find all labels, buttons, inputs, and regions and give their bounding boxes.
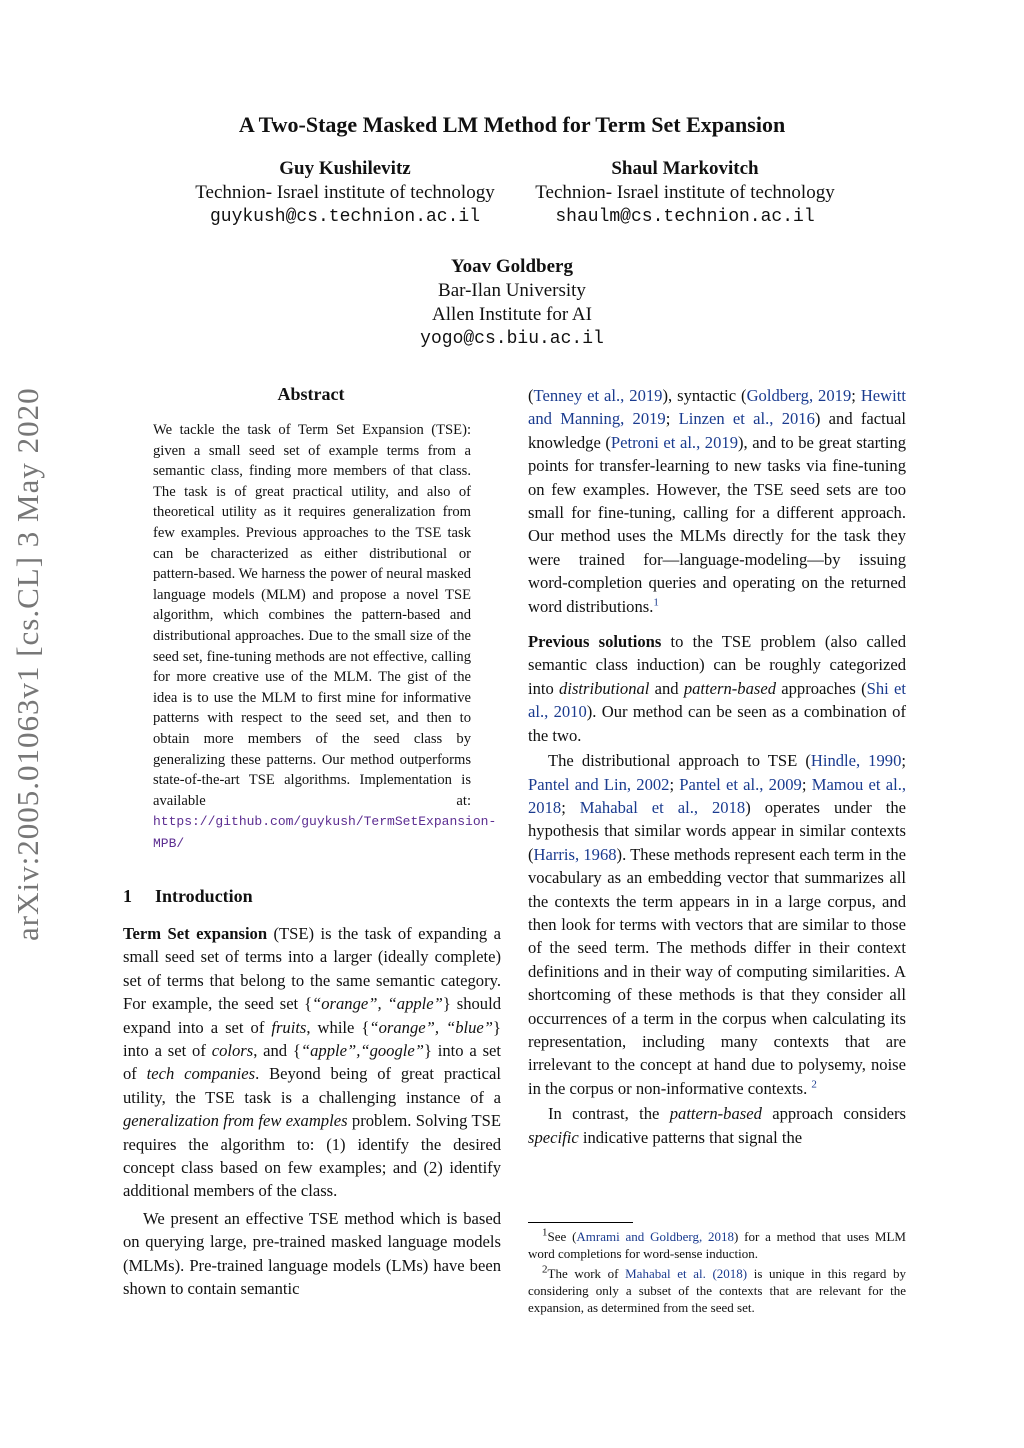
text-run: } into a set of — [123, 1017, 501, 1061]
footnote-mark[interactable]: 1 — [653, 596, 659, 609]
author-block-3 — [312, 255, 712, 351]
section-number: 1 — [123, 886, 132, 906]
footnote-number: 2 — [542, 1263, 548, 1276]
text-run: ). These methods represent each term in the vocabulary as an embedding vector that summarizes all the contexts the term appears in in a large corpus, and then look for terms with vectors that are similar to those of the seed term. The methods differ in their context definitions and in their way of computing similarities. A shortcoming of these methods is that they consider all occurrences of a term in the corpus when calculating its representation, including many contexts that are irrelevant to the concept at hand due to polysemy, noise in the corpus or non-informative contexts. — [528, 844, 906, 1098]
author-block-1 — [170, 157, 520, 229]
citation-link[interactable]: Shi et al., 2010 — [528, 678, 906, 722]
text-run: , and { — [253, 1041, 301, 1061]
author-name: Guy Kushilevitz — [279, 158, 411, 179]
arxiv-stamp: arXiv:2005.01063v1 [cs.CL] 3 May 2020 — [10, 387, 45, 941]
text-run: (TSE) is the task of expanding a small seed set of terms into a larger (ideally complete) set of terms that belong to the same semantic category. For example, the seed set { — [123, 924, 501, 1014]
paragraph-lead: Previous solutions — [528, 632, 662, 652]
citation-link[interactable]: Mahabal et al. (2018) — [625, 1266, 748, 1281]
text-run: The work of — [547, 1266, 626, 1281]
text-run: ) operates under the hypothesis that similar words appear in similar contexts ( — [528, 797, 906, 864]
text-run: is unique in this regard by considering only a subset of the contexts that are relevant for the expansion, as determined from the seed set. — [528, 1266, 906, 1315]
citation-link[interactable]: Harris, 1968 — [533, 844, 617, 864]
author-affiliation: Allen Institute for AI — [432, 304, 592, 325]
emph-text: distributional — [559, 678, 650, 698]
author-name: Shaul Markovitch — [611, 158, 759, 179]
emph-text: pattern-based — [669, 1104, 762, 1124]
text-run: . Beyond being of great practical utility, the TSE task is a challenging instance of a — [123, 1064, 501, 1107]
author-affiliation: Technion- Israel institute of technology — [535, 182, 835, 203]
citation-link[interactable]: Goldberg, 2019 — [746, 386, 852, 405]
text-run: } should expand into a set of — [123, 994, 501, 1037]
emph-text: tech companies — [146, 1064, 256, 1084]
citation-link[interactable]: Pantel et al., 2009 — [679, 774, 802, 794]
citation-link[interactable]: Tenney et al., 2019 — [533, 386, 663, 405]
footnote-number: 1 — [542, 1226, 548, 1239]
example-set: “orange”, “blue” — [369, 1017, 494, 1037]
author-email: shaulm@cs.technion.ac.il — [555, 207, 815, 227]
abstract-body: We tackle the task of Term Set Expansion (TSE): given a small seed set of example terms from a semantic class, finding more members of that class. The task is of great practical utility, and also of theoretical utility as it requires generalization from few examples. Previous approaches to the TSE task can be characterized as either distributional or pattern-based. We harness the power of neural masked language models (MLM) and propose a novel TSE algorithm, which combines the pattern-based and distributional approaches. Due to the small size of the seed set, fine-tuning methods are not effective, calling for more creative use of the MLM. The gist of the idea is to use the MLM to first mine for informative patterns with respect to the seed set, and then to obtain more members of the seed class by generalizing these patterns. Our method outperforms state-of-the-art TSE algorithms. Implementation is available at: — [153, 422, 471, 809]
author-name: Yoav Goldberg — [451, 256, 573, 277]
text-run: ). Our method can be seen as a combination of the two. — [528, 702, 906, 745]
author-affiliation: Technion- Israel institute of technology — [195, 182, 495, 203]
emph-text: colors — [211, 1041, 254, 1061]
section-title: Introduction — [155, 886, 253, 906]
right-paragraph-1: (Tenney et al., 2019), syntactic (Goldberg, 2019; Hewitt and Manning, 2019; Linzen et al., 2016) and factual knowledge (Petroni et al., 2019), and to be great starting points for transfer-learning to new tasks via fine-tuning on few examples. However, the TSE seed sets are too small for fine-tuning, calling for a different approach. Our method uses the MLMs directly for the task they were trained for—language-modeling—by issuing word-completion queries and operating on the returned word distributions.$^1$ — [528, 386, 907, 616]
text-run: } into a set of — [123, 1041, 502, 1084]
author-block-2 — [510, 157, 860, 229]
author-email: yogo@cs.biu.ac.il — [420, 329, 604, 349]
text-run: to the TSE problem (also called semantic class induction) can be roughly categorized into — [528, 632, 906, 698]
text-run: approach considers — [761, 1104, 907, 1124]
text-run: ), syntactic ( — [662, 386, 747, 405]
emph-text: specific — [528, 1127, 579, 1147]
term-lead: Term Set expansion — [123, 924, 268, 943]
text-run: See ( — [547, 1229, 577, 1244]
intro-paragraph-2: We present an effective TSE method which is based on querying large, pre-trained masked language models (MLMs). Pre-trained language models (LMs) have been shown to contain semantic — [123, 1208, 501, 1299]
citation-link[interactable]: Petroni et al., 2019 — [610, 432, 738, 452]
example-set: “apple”,“google” — [300, 1041, 424, 1061]
code-link[interactable]: https://github.com/guykush/TermSetExpansion-MPB/ — [153, 814, 497, 851]
contrast-paragraph — [528, 1102, 906, 1149]
emph-text: pattern-based — [683, 678, 777, 698]
author-email: guykush@cs.technion.ac.il — [209, 207, 481, 227]
footnote-mark[interactable]: 2 — [811, 1078, 817, 1091]
example-set: “orange”, “apple” — [312, 994, 443, 1014]
text-run: , while { — [306, 1017, 370, 1037]
text-run: The distributional approach to TSE ( — [548, 751, 811, 771]
footnote-1 — [528, 1228, 906, 1262]
text-run: ) for a method that uses MLM word completions for word-sense induction. — [528, 1229, 906, 1261]
footnote-rule — [528, 1222, 633, 1223]
text-run: ), and to be great starting points for transfer-learning to new tasks via fine-tuning on few examples. However, the TSE seed sets are too small for fine-tuning, calling for a different approach. Our method uses the MLMs directly for the task they were trained for—language-modeling—by issuing word-completion queries and operating on the returned word distributions. — [528, 432, 906, 616]
abstract-text — [153, 420, 497, 854]
text-run: In contrast, the — [548, 1104, 670, 1124]
previous-solutions-paragraph — [528, 630, 906, 747]
citation-link[interactable]: Pantel and Lin, 2002 — [528, 774, 670, 794]
citation-link[interactable]: Hewitt and Manning, 2019 — [528, 386, 906, 429]
citation-link[interactable]: Mahabal et al., 2018 — [579, 797, 746, 817]
left-column-text — [123, 922, 501, 1301]
text-run: indicative patterns that signal the — [578, 1127, 803, 1147]
citation-link[interactable]: Hindle, 1990 — [810, 751, 902, 771]
footnote-2 — [528, 1265, 906, 1316]
right-column-text — [528, 384, 906, 1149]
text-run: approaches ( — [776, 678, 867, 698]
author-affiliation: Bar-Ilan University — [438, 280, 586, 301]
citation-link[interactable]: Amrami and Goldberg, 2018 — [576, 1229, 735, 1244]
emph-text: generalization from few examples — [123, 1111, 348, 1131]
emph-text: fruits — [271, 1017, 307, 1037]
text-run: and — [649, 678, 684, 698]
intro-paragraph-1 — [123, 922, 501, 1203]
citation-link[interactable]: Mamou et al., 2018 — [528, 774, 906, 817]
text-run: ) and factual knowledge ( — [528, 409, 907, 452]
text-run: problem. Solving TSE requires the algorithm to: (1) identify the desired concept class based on few examples; and (2) identify additional members of the class. — [123, 1111, 501, 1201]
paper-title: A Two-Stage Masked LM Method for Term Set Expansion — [238, 112, 786, 137]
section-heading — [123, 886, 253, 907]
distributional-paragraph: The distributional approach to TSE (Hindle, 1990; Pantel and Lin, 2002; Pantel et al., 2009; Mamou et al., 2018; Mahabal et al., 2018) operates under the hypothesis that similar words appear in similar contexts (Harris, 1968). These methods represent each term in the vocabulary as an embedding vector that summarizes all the contexts the term appears in in a large corpus, and then look for terms with vectors that are similar to those of the seed term. The methods differ in their context definitions and in their way of computing similarities. A shortcoming of these methods is that they consider all occurrences of a term in the corpus when calculating its representation, including many contexts that are irrelevant to the concept at hand due to polysemy, noise in the corpus or non-informative contexts. $^2$ — [528, 751, 906, 1098]
citation-link[interactable]: Linzen et al., 2016 — [678, 409, 815, 429]
abstract-heading: Abstract — [277, 384, 345, 404]
